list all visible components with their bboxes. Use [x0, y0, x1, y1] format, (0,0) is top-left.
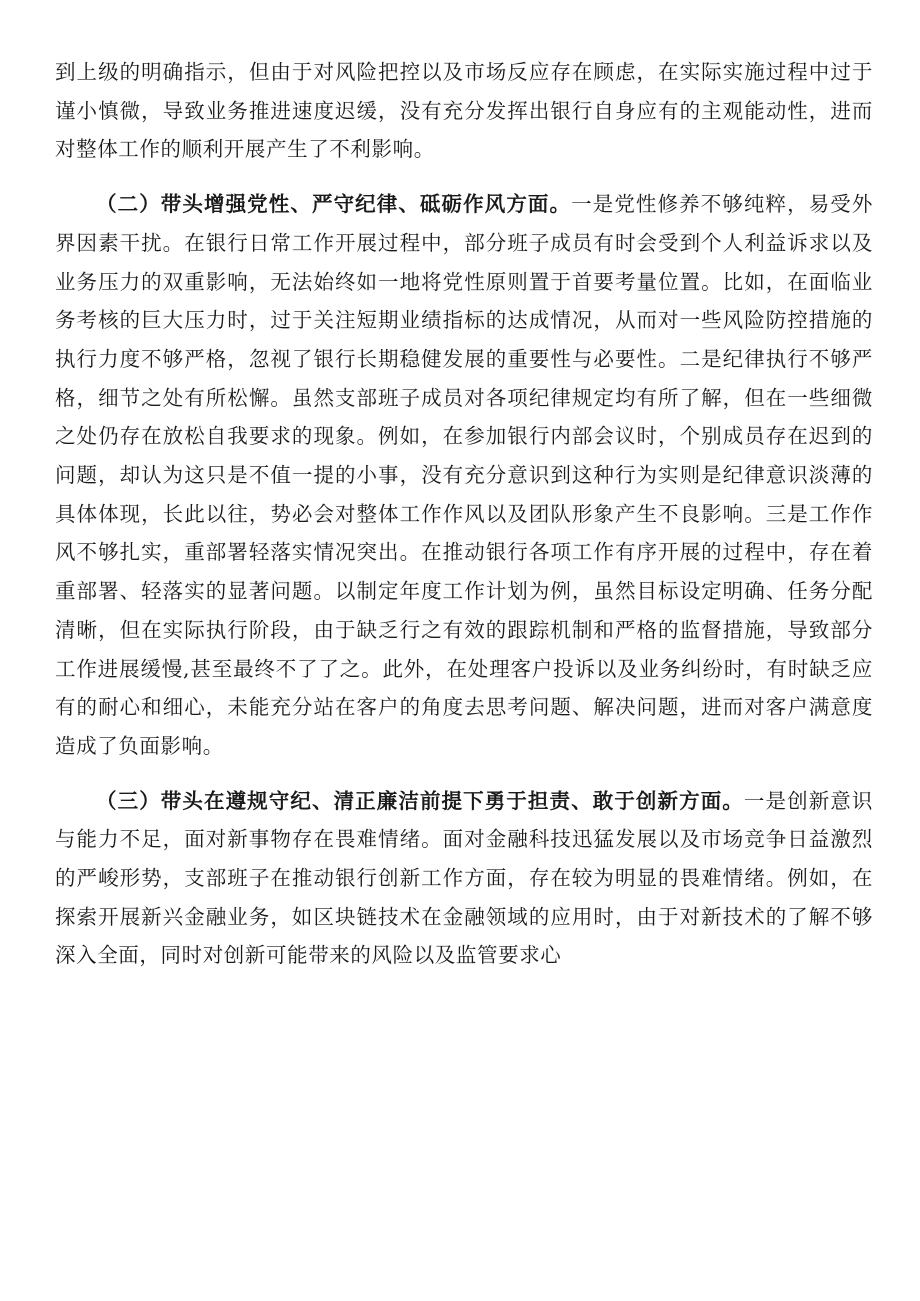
section-heading: （三）带头在遵规守纪、清正廉洁前提下勇于担责、敢于创新方面。	[96, 788, 744, 813]
paragraph-text: 一是创新意识与能力不足，面对新事物存在畏难情绪。面对金融科技迅猛发展以及市场竞争日益激烈的严峻形势，支部班子在推动银行创新工作方面，存在较为明显的畏难情绪。例如，在探索开展新兴金融业务，如区块链技术在金融领域的应用时，由于对新技术的了解不够深入全面，同时对创新可能带来的风险以及监管要求心	[55, 788, 873, 968]
paragraph-section-three	[55, 782, 873, 976]
section-heading: （二）带头增强党性、严守纪律、砥砺作风方面。	[96, 192, 572, 217]
paragraph-continuation	[55, 53, 873, 169]
paragraph-text: 到上级的明确指示，但由于对风险把控以及市场反应存在顾虑，在实际实施过程中过于谨小慎微，导致业务推进速度迟缓，没有充分发挥出银行自身应有的主观能动性，进而对整体工作的顺利开展产生了不利影响。	[55, 60, 873, 162]
document-body	[55, 53, 873, 975]
paragraph-section-two	[55, 185, 873, 766]
paragraph-text: 一是党性修养不够纯粹，易受外界因素干扰。在银行日常工作开展过程中，部分班子成员有时会受到个人利益诉求以及业务压力的双重影响，无法始终如一地将党性原则置于首要考量位置。比如，在面临业务考核的巨大压力时，过于关注短期业绩指标的达成情况，从而对一些风险防控措施的执行力度不够严格，忽视了银行长期稳健发展的重要性与必要性。二是纪律执行不够严格，细节之处有所松懈。虽然支部班子成员对各项纪律规定均有所了解，但在一些细微之处仍存在放松自我要求的现象。例如，在参加银行内部会议时，个别成员存在迟到的问题，却认为这只是不值一提的小事，没有充分意识到这种行为实则是纪律意识淡薄的具体体现，长此以往，势必会对整体工作作风以及团队形象产生不良影响。三是工作作风不够扎实，重部署轻落实情况突出。在推动银行各项工作有序开展的过程中，存在着重部署、轻落实的显著问题。以制定年度工作计划为例，虽然目标设定明确、任务分配清晰，但在实际执行阶段，由于缺乏行之有效的跟踪机制和严格的监督措施，导致部分工作进展缓慢,甚至最终不了了之。此外，在处理客户投诉以及业务纠纷时，有时缺乏应有的耐心和细心，未能充分站在客户的角度去思考问题、解决问题，进而对客户满意度造成了负面影响。	[55, 192, 873, 758]
